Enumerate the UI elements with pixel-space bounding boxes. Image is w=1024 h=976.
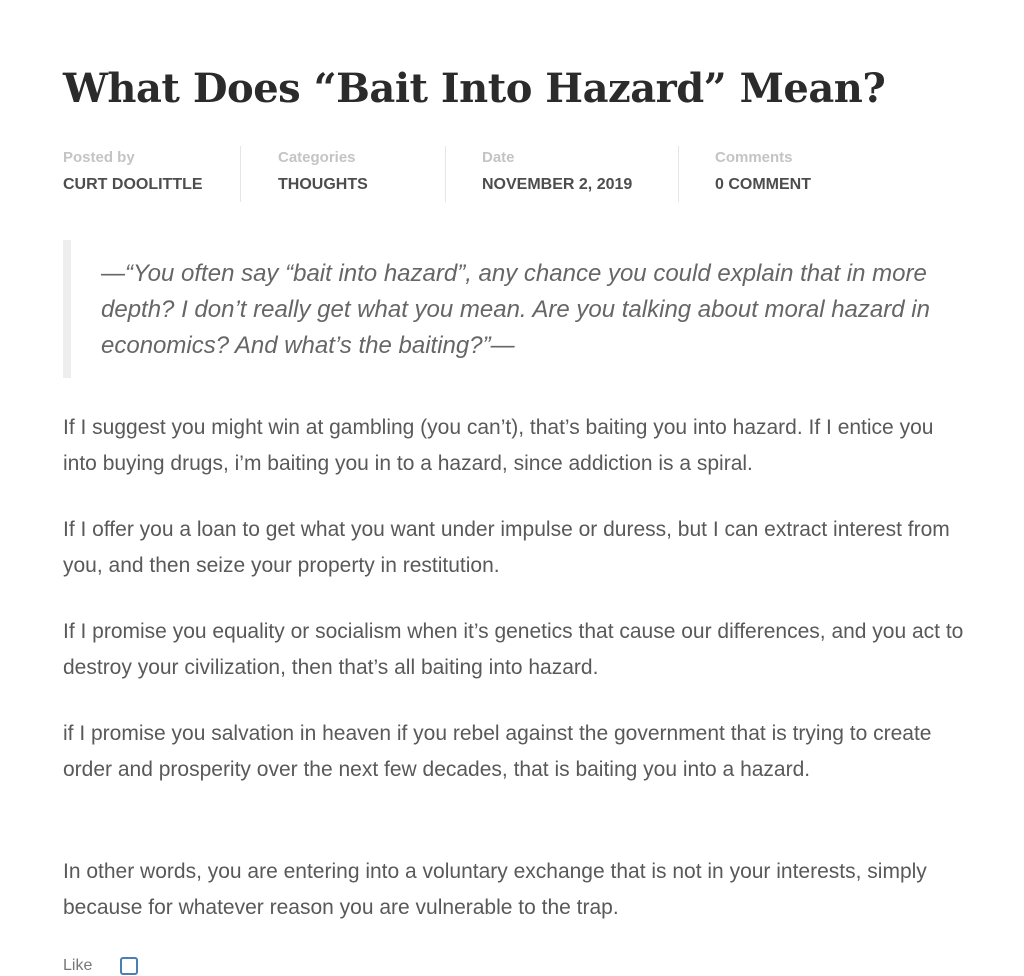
meta-categories [241,146,446,202]
meta-date-label: Date [482,149,515,166]
blockquote [63,240,951,378]
meta-date-value: NOVEMBER 2, 2019 [482,176,633,193]
meta-author-link[interactable]: CURT DOOLITTLE [63,176,203,193]
meta-comments-label: Comments [715,149,793,166]
meta-comments [679,146,865,202]
body-paragraph: If I promise you equality or socialism when it’s genetics that cause our differences, and you act to destroy your civilization, then that’s all baiting into hazard. [63,620,964,679]
meta-posted-by-label: Posted by [63,149,135,166]
like-row [63,956,138,976]
meta-date [446,146,679,202]
like-icon[interactable] [120,957,138,975]
meta-category-link[interactable]: THOUGHTS [278,176,368,193]
body-paragraph: In other words, you are entering into a voluntary exchange that is not in your interests, simply because for whatever reason you are vulnerable to the trap. [63,860,927,919]
body-paragraph: If I suggest you might win at gambling (you can’t), that’s baiting you into hazard. If I entice you into buying drugs, i’m baiting you in to a hazard, since addiction is a spiral. [63,416,934,475]
body-paragraph: if I promise you salvation in heaven if you rebel against the government that is trying to create order and prosperity over the next few decades, that is baiting you into a hazard. [63,722,932,781]
meta-posted-by [63,146,241,202]
post-meta [63,146,865,202]
body-paragraph: If I offer you a loan to get what you want under impulse or duress, but I can extract interest from you, and then seize your property in restitution. [63,518,950,577]
page-title: What Does “Bait Into Hazard” Mean? [63,65,886,112]
meta-comments-link[interactable]: 0 COMMENT [715,176,811,193]
quote-text: —“You often say “bait into hazard”, any chance you could explain that in more depth? I don’t really get what you mean. Are you talking about moral hazard in economics? And what’s the baiting?”— [101,260,930,359]
meta-categories-label: Categories [278,149,356,166]
like-label: Like [63,957,93,974]
